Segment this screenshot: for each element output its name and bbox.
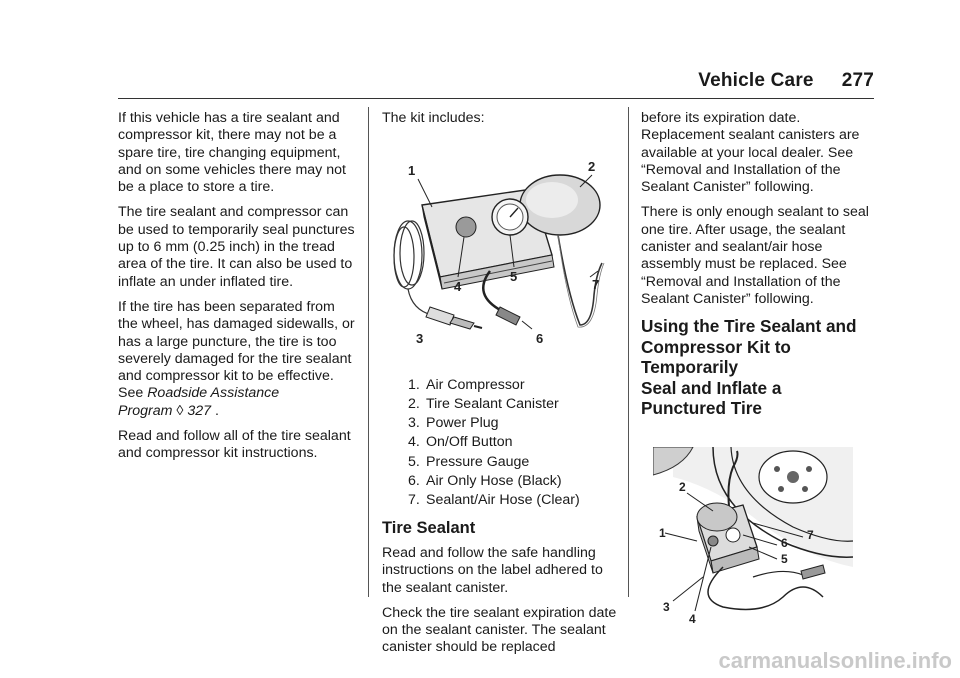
header-rule xyxy=(118,98,874,99)
on-off-button xyxy=(456,217,476,237)
column-3 xyxy=(641,110,877,634)
kit-intro: The kit includes: xyxy=(382,110,485,126)
callout-1: 1 xyxy=(659,525,666,540)
paragraph: If this vehicle has a tire sealant and compressor kit, there may not be a spare tire, tire changing equipment, and on some vehicles there may not be a place to store a tire. xyxy=(118,110,346,196)
watermark: carmanualsonline.info xyxy=(718,648,952,673)
paragraph: Read and follow the safe handling instructions on the label adhered to the sealant canister. xyxy=(382,544,603,596)
callout-3: 3 xyxy=(416,331,424,347)
list-item: 6. Air Only Hose (Black) xyxy=(408,473,562,490)
page-header xyxy=(698,70,874,92)
paragraph: Read and follow all of the tire sealant and compressor kit instructions. xyxy=(118,428,351,462)
callout-7: 7 xyxy=(807,527,814,542)
callout-5: 5 xyxy=(781,551,788,566)
callout-2: 2 xyxy=(588,159,596,175)
paragraph: The tire sealant and compressor can be used to temporarily seal punctures up to 6 mm (0.25 inch) in the tread area of the tire. It can also be used to inflate an under inflated tire. xyxy=(118,204,355,290)
list-item: 3. Power Plug xyxy=(408,415,499,432)
column-divider-1 xyxy=(368,107,369,597)
callout-1: 1 xyxy=(408,163,416,179)
list-item: 1. Air Compressor xyxy=(408,376,525,393)
paragraph: If the tire has been separated from the wheel, has damaged sidewalls, or has a large puncture, the tire is too severely damaged for the tire sealant and compressor kit to be effective. See Roadside Assistance Program ◊ 327 . xyxy=(118,298,355,419)
callout-5: 5 xyxy=(510,269,518,285)
page-ref-icon: ◊ xyxy=(176,402,184,419)
callout-7: 7 xyxy=(592,277,600,293)
pressure-gauge xyxy=(492,199,528,235)
list-item: 4. On/Off Button xyxy=(408,434,513,451)
column-divider-2 xyxy=(628,107,629,597)
callout-4: 4 xyxy=(689,611,696,626)
callout-3: 3 xyxy=(663,599,670,614)
kit-list xyxy=(382,377,618,510)
power-plug xyxy=(426,307,482,329)
kit-illustration xyxy=(382,145,608,363)
power-cord xyxy=(394,221,432,315)
list-item: 2. Tire Sealant Canister xyxy=(408,395,559,412)
sealant-canister xyxy=(520,175,600,235)
roadside-assistance-link[interactable]: Roadside Assistance Program xyxy=(118,385,280,419)
usage-illustration xyxy=(653,447,853,629)
column-2 xyxy=(382,110,618,665)
section-heading: Using the Tire Sealant and Compressor Kit to Temporarily Seal and Inflate a Punctured Tire xyxy=(641,316,857,419)
list-item: 7. Sealant/Air Hose (Clear) xyxy=(408,492,580,509)
callout-6: 6 xyxy=(536,331,544,347)
column-1 xyxy=(118,110,356,471)
paragraph: There is only enough sealant to seal one tire. After usage, the sealant canister and sealant/air hose assembly must be replaced. See “Removal and Installation of the Sealant Canister” following. xyxy=(641,204,869,307)
callout-6: 6 xyxy=(781,535,788,550)
paragraph: before its expiration date. Replacement sealant canisters are available at your local dealer. See “Removal and Installation of the Sealant Canister” following. xyxy=(641,110,860,196)
callout-2: 2 xyxy=(679,479,686,494)
page-ref[interactable]: 327 xyxy=(187,402,211,419)
page-number: 277 xyxy=(841,70,874,91)
list-item: 5. Pressure Gauge xyxy=(408,453,530,470)
section-heading: Tire Sealant xyxy=(382,518,476,537)
callout-4: 4 xyxy=(454,279,462,295)
section-title: Vehicle Care xyxy=(698,70,814,91)
paragraph: Check the tire sealant expiration date on the sealant canister. The sealant canister should be replaced xyxy=(382,604,617,656)
